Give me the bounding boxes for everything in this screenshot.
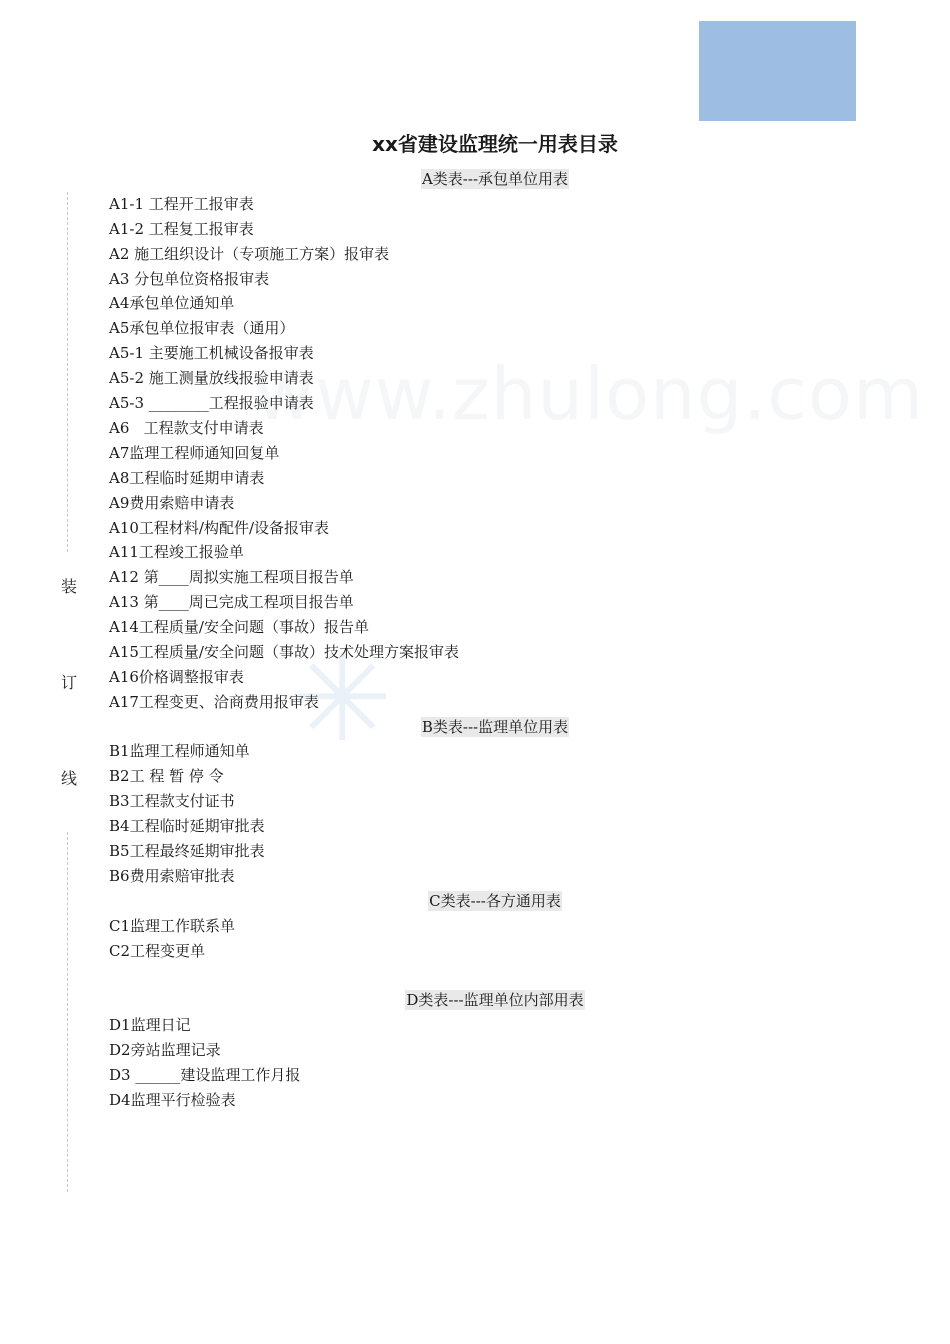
binding-char-ding: 订 — [61, 673, 78, 692]
list-item: A11工程竣工报验单 — [109, 543, 244, 561]
list-item: A5-2 施工测量放线报验申请表 — [109, 369, 314, 387]
list-item: A13 第____周已完成工程项目报告单 — [109, 593, 354, 611]
list-item: D2旁站监理记录 — [109, 1041, 221, 1059]
list-item: C2工程变更单 — [109, 942, 206, 960]
list-item: A5-1 主要施工机械设备报审表 — [109, 344, 314, 362]
list-item: A3 分包单位资格报审表 — [109, 270, 270, 288]
list-item: A5-3 ________工程报验申请表 — [109, 394, 314, 412]
corner-color-block — [699, 21, 856, 121]
list-item: B3工程款支付证书 — [109, 792, 235, 810]
list-item: A6 工程款支付申请表 — [109, 419, 264, 437]
list-item: A17工程变更、洽商费用报审表 — [109, 693, 319, 711]
binding-char-xian: 线 — [61, 769, 78, 788]
list-item: A7监理工程师通知回复单 — [109, 444, 280, 462]
list-item: A1-2 工程复工报审表 — [109, 220, 254, 238]
section-header-b: B类表---监理单位用表 — [421, 718, 569, 736]
list-item: B2工 程 暂 停 令 — [109, 767, 224, 785]
binding-char-zhuang: 装 — [61, 577, 78, 596]
list-item: A12 第____周拟实施工程项目报告单 — [109, 568, 354, 586]
page-title: xx省建设监理统一用表目录 — [372, 132, 618, 156]
watermark-text: www.zhulong.com — [255, 352, 925, 436]
binding-line-bottom — [67, 832, 68, 1192]
list-item: A8工程临时延期申请表 — [109, 469, 265, 487]
list-item: B6费用索赔审批表 — [109, 867, 235, 885]
list-item: D3 ______建设监理工作月报 — [109, 1066, 301, 1084]
section-header-d: D类表---监理单位内部用表 — [406, 991, 584, 1009]
list-item: A14工程质量/安全问题（事故）报告单 — [109, 618, 369, 636]
list-item: B1监理工程师通知单 — [109, 742, 250, 760]
list-item: A15工程质量/安全问题（事故）技术处理方案报审表 — [109, 643, 459, 661]
list-item: A1-1 工程开工报审表 — [109, 195, 254, 213]
list-item: A10工程材料/构配件/设备报审表 — [109, 519, 330, 537]
list-item: C1监理工作联系单 — [109, 917, 236, 935]
section-header-c: C类表---各方通用表 — [429, 892, 561, 910]
list-item: B5工程最终延期审批表 — [109, 842, 265, 860]
list-item: D1监理日记 — [109, 1016, 191, 1034]
list-item: A2 施工组织设计（专项施工方案）报审表 — [109, 245, 390, 263]
watermark-logo-icon: ✳ — [292, 630, 393, 769]
section-header-a: A类表---承包单位用表 — [421, 170, 569, 188]
list-item: D4监理平行检验表 — [109, 1091, 236, 1109]
list-item: A4承包单位通知单 — [109, 294, 235, 312]
binding-line-top — [67, 192, 68, 552]
list-item: A16价格调整报审表 — [109, 668, 244, 686]
list-item: A5承包单位报审表（通用） — [109, 319, 295, 337]
list-item: A9费用索赔申请表 — [109, 494, 235, 512]
list-item: B4工程临时延期审批表 — [109, 817, 265, 835]
